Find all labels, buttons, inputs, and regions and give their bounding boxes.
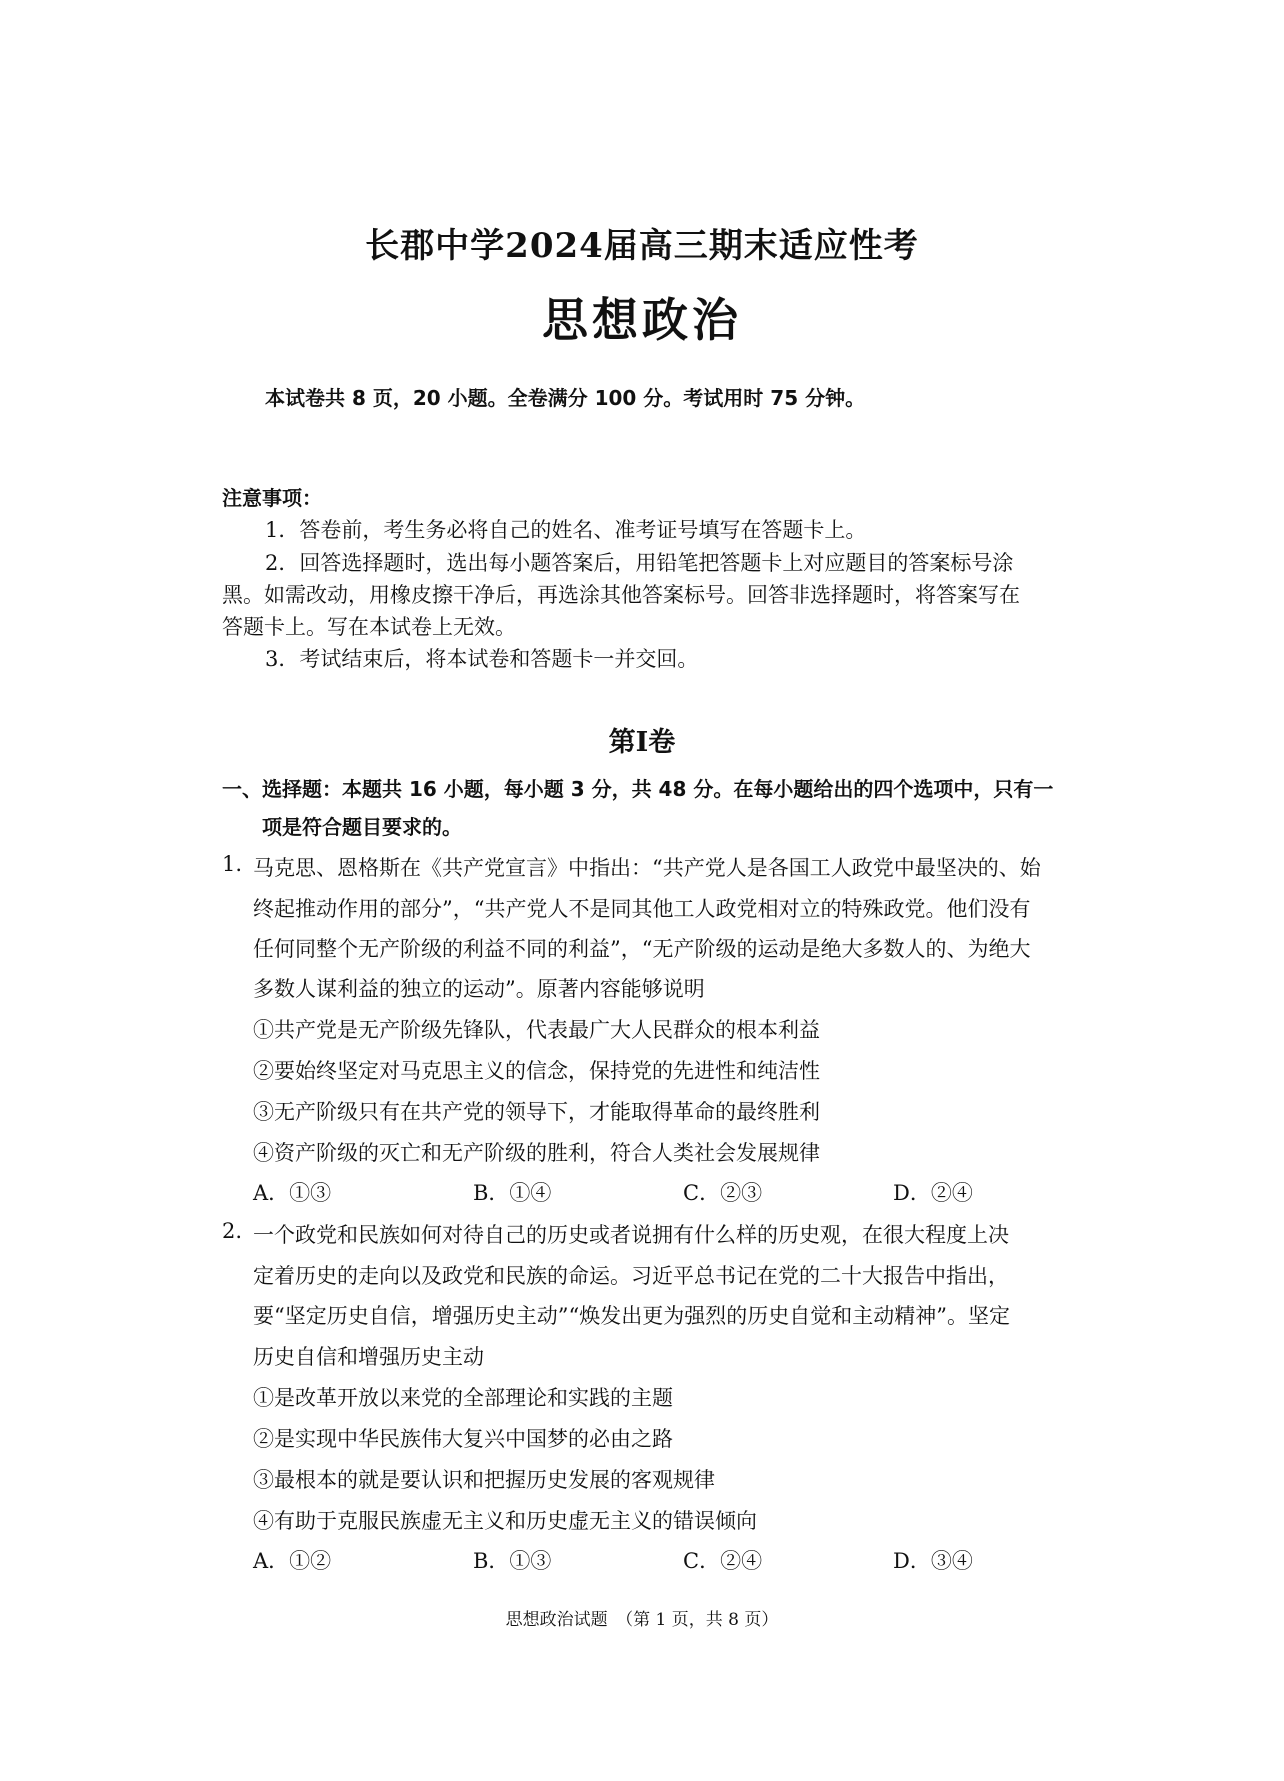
answer-option: C．②④ xyxy=(683,1549,763,1573)
question-statement: ④有助于克服民族虚无主义和历史虚无主义的错误倾向 xyxy=(253,1509,757,1533)
page-footer: 思想政治试题 （第 1 页，共 8 页） xyxy=(505,1610,779,1630)
question-statement: ①共产党是无产阶级先锋队，代表最广大人民群众的根本利益 xyxy=(253,1018,820,1042)
question-statement: ③最根本的就是要认识和把握历史发展的客观规律 xyxy=(253,1468,715,1492)
answer-option: D．③④ xyxy=(893,1549,973,1573)
notice-line: 答题卡上。写在本试卷上无效。 xyxy=(222,615,516,639)
question-stem-line: 历史自信和增强历史主动 xyxy=(253,1345,484,1369)
exam-info: 本试卷共 8 页，20 小题。全卷满分 100 分。考试用时 75 分钟。 xyxy=(265,386,866,410)
answer-option: A．①③ xyxy=(253,1181,332,1205)
answer-option: B．①④ xyxy=(473,1181,552,1205)
exam-title: 长郡中学2024届高三期末适应性考 xyxy=(365,226,919,266)
section-intro-line: 一、选择题：本题共 16 小题，每小题 3 分，共 48 分。在每小题给出的四个选项中，只有一 xyxy=(222,777,1054,801)
notice-line: 2．回答选择题时，选出每小题答案后，用铅笔把答题卡上对应题目的答案标号涂 xyxy=(265,551,1014,575)
answer-option: C．②③ xyxy=(683,1181,763,1205)
notice-line: 黑。如需改动，用橡皮擦干净后，再选涂其他答案标号。回答非选择题时，将答案写在 xyxy=(222,583,1020,607)
question-stem-line: 终起推动作用的部分”，“共产党人不是同其他工人政党相对立的特殊政党。他们没有 xyxy=(253,897,1031,921)
question-stem-line: 马克思、恩格斯在《共产党宣言》中指出：“共产党人是各国工人政党中最坚决的、始 xyxy=(253,856,1041,880)
question-statement: ①是改革开放以来党的全部理论和实践的主题 xyxy=(253,1386,673,1410)
answer-option: B．①③ xyxy=(473,1549,552,1573)
notice-heading: 注意事项： xyxy=(222,486,322,510)
question-number: 2. xyxy=(222,1219,243,1243)
question-number: 1. xyxy=(222,852,243,876)
question-stem-line: 要“坚定历史自信，增强历史主动”“焕发出更为强烈的历史自觉和主动精神”。坚定 xyxy=(253,1304,1010,1328)
question-statement: ②要始终坚定对马克思主义的信念，保持党的先进性和纯洁性 xyxy=(253,1059,820,1083)
subject-title: 思想政治 xyxy=(542,293,742,347)
question-statement: ④资产阶级的灭亡和无产阶级的胜利，符合人类社会发展规律 xyxy=(253,1141,820,1165)
question-statement: ③无产阶级只有在共产党的领导下，才能取得革命的最终胜利 xyxy=(253,1100,820,1124)
question-stem-line: 定着历史的走向以及政党和民族的命运。习近平总书记在党的二十大报告中指出， xyxy=(253,1264,1009,1288)
answer-option: D．②④ xyxy=(893,1181,973,1205)
question-stem-line: 一个政党和民族如何对待自己的历史或者说拥有什么样的历史观，在很大程度上决 xyxy=(253,1223,1009,1247)
question-statement: ②是实现中华民族伟大复兴中国梦的必由之路 xyxy=(253,1427,673,1451)
question-stem-line: 多数人谋利益的独立的运动”。原著内容能够说明 xyxy=(253,977,705,1001)
notice-line: 1．答卷前，考生务必将自己的姓名、准考证号填写在答题卡上。 xyxy=(265,518,867,542)
section-intro-line: 项是符合题目要求的。 xyxy=(262,815,462,839)
section-title: 第Ⅰ卷 xyxy=(608,727,676,758)
answer-option: A．①② xyxy=(253,1549,332,1573)
notice-line: 3．考试结束后，将本试卷和答题卡一并交回。 xyxy=(265,647,699,671)
question-stem-line: 任何同整个无产阶级的利益不同的利益”，“无产阶级的运动是绝大多数人的、为绝大 xyxy=(253,937,1031,961)
